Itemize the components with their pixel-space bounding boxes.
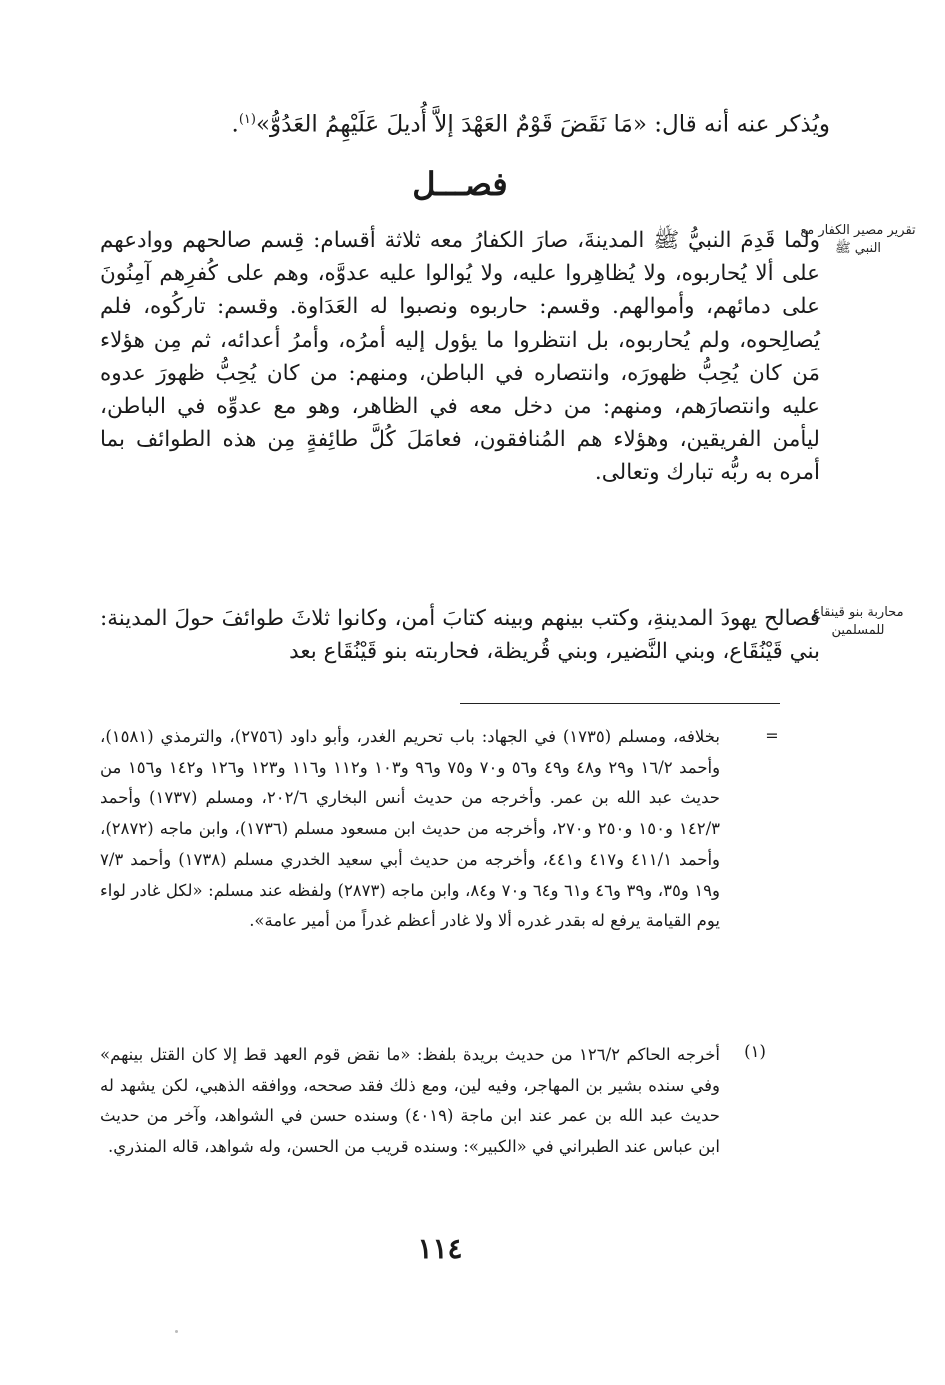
body-paragraph-1: ولما قَدِمَ النبيُّ ﷺ المدينةَ، صارَ الكفارُ معه ثلاثة أقسام: قِسم صالحهم ووادعهم على ألا يُحاربوه، ولا يُظاهِروا عليه، ولا يُوالوا عليه عدوَّه، وهم على كُفرِهم آمِنُونَ على دمائهم، وأموالهم. وقسم: حاربوه ونصبوا له العَدَاوة. وقسم: تاركُوه، فلم يُصالِحوه، ولم يُحاربوه، بل انتظروا ما يؤول إليه أمرُه، وأمرُ أعدائه، ثم مِن هؤلاء مَن كان يُحِبُّ ظهورَه، وانتصاره في الباطن، ومنهم: من كان يُحِبُّ ظهورَ عدوه عليه وانتصارَهم، ومنهم: من دخل معه في الظاهر، وهو مع عدوِّه في الباطن، ليأمن الفريقين، وهؤلاء هم المُنافقون، فعامَلَ كُلَّ طائِفةٍ مِن هذه الطوائف بما أمره به ربُّه تبارك وتعالى. [100, 228, 820, 486]
opening-text: ويُذكر عنه أنه قال: «مَا نَقَضَ قَوْمٌ العَهْدَ إلاَّ أُديلَ عَلَيْهِمُ العَدُوُّ» [255, 111, 830, 138]
margin-note-banu-qaynuqa: محاربة بنو قينقاع للمسلمين [812, 605, 904, 638]
footnote-separator [460, 703, 780, 704]
margin-note-classification: تقرير مصير الكفار مع النبي ﷺ [800, 223, 916, 256]
body-paragraph-2: فصالح يهودَ المدينةِ، وكتب بينهم وبينه كتابَ أمن، وكانوا ثلاثَ طوائفَ حولَ المدينة: بني قَيْنُقَاع، وبني النَّضير، وبني قُريظة، فحاربته بنو قَيْنُقَاع بعد [100, 606, 820, 665]
opening-hadith-line [110, 100, 830, 145]
footnote-continuation: بخلافه، ومسلم (١٧٣٥) في الجهاد: باب تحريم الغدر، وأبو داود (٢٧٥٦)، والترمذي (١٥٨١)، وأحمد ١٦/٢ و٢٩ و٤٨ و٤٩ و٥٦ و٧٠ و٧٥ و٩٦ و١٠٣ و١١٢ و١١٦ و١٢٣ و١٢٦ و١٤٢ و١٥٦ من حديث عبد الله بن عمر. وأخرجه من حديث أنس البخاري ٢٠٢/٦، ومسلم (١٧٣٧) وأحمد ١٤٢/٣ و١٥٠ و٢٥٠ و٢٧٠، وأخرجه من حديث ابن مسعود مسلم (١٧٣٦)، وابن ماجه (٢٨٧٢)، وأحمد ٤١١/١ و٤١٧ و٤٤١، وأخرجه من حديث أبي سعيد الخدري مسلم (١٧٣٨) وأحمد ٧/٣ و١٩ و٣٥، و٣٩ و٤٦ و٦١ و٦٤ و٧٠ و٨٤، وابن ماجه (٢٨٧٣) ولفظه عند مسلم: «لكل غادر لواء يوم القيامة يرفع له بقدر غدره ألا ولا غادر أعظم غدراً من أمير عامة». [100, 727, 721, 931]
section-heading: فصـــل [412, 165, 508, 203]
opening-end: . [231, 111, 239, 138]
footnote-continuation-mark: = [765, 726, 779, 745]
footnote-reference: (١) [238, 112, 256, 127]
footnote-1-text: أخرجه الحاكم ١٢٦/٢ من حديث بريدة بلفظ: «ما نقض قوم العهد قط إلا كان القتل بينهم» وفي سنده بشير بن المهاجر، وفيه لين، ومع ذلك فقد صححه، ووافقه الذهبي، لكن يشهد له حديث عبد الله بن عمر عند ابن ماجة (٤٠١٩) وسنده حسن في الشواهد، وآخر من حديث ابن عباس عند الطبراني في «الكبير»: وسنده قريب من الحسن، وله شواهد، قاله المنذري. [100, 1045, 720, 1157]
scan-speck [175, 1330, 178, 1333]
footnote-1-number: (١) [744, 1042, 766, 1061]
page-number: ١١٤ [417, 1232, 463, 1265]
